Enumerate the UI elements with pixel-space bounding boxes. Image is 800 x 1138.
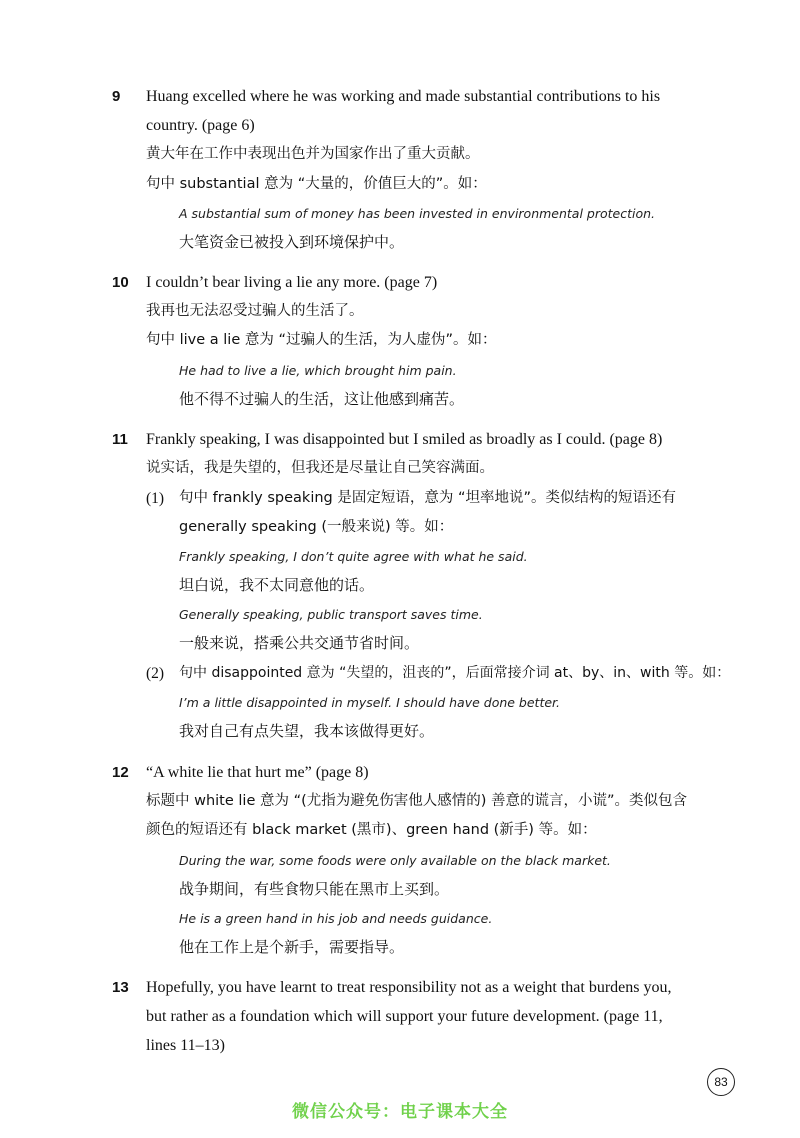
subpoint-label: (1) xyxy=(146,490,165,507)
sentence-line: but rather as a foundation which will support your future development. (page 11, xyxy=(146,1008,663,1025)
page-number-badge: 83 xyxy=(707,1068,735,1096)
example-en: He is a green hand in his job and needs guidance. xyxy=(179,911,493,926)
sentence-line: country. (page 6) xyxy=(146,117,255,134)
example-en: During the war, some foods were only available on the black market. xyxy=(179,853,611,868)
subpoint-label: (2) xyxy=(146,665,165,682)
note-line: 标题中 white lie 意为 “(尤指为避免伤害他人感情的) 善意的谎言，小谎”。类似包含 xyxy=(146,793,688,809)
example-en: I’m a little disappointed in myself. I should have done better. xyxy=(179,695,561,710)
example-cn: 我对自己有点失望，我本该做得更好。 xyxy=(179,722,435,740)
note-line: 颜色的短语还有 black market (黑市)、green hand (新手) 等。如： xyxy=(146,822,597,838)
example-cn: 一般来说，搭乘公共交通节省时间。 xyxy=(179,634,420,652)
item-number: 11 xyxy=(112,431,128,448)
translation: 黄大年在工作中表现出色并为国家作出了重大贡献。 xyxy=(146,146,480,162)
note: 句中 live a lie 意为 “过骗人的生活，为人虚伪”。如： xyxy=(146,332,497,348)
example-en: He had to live a lie, which brought him pain. xyxy=(179,363,457,378)
sentence-line: “A white lie that hurt me” (page 8) xyxy=(146,764,369,781)
subpoint-line: 句中 frankly speaking 是固定短语，意为 “坦率地说”。类似结构的短语还有 xyxy=(179,490,676,506)
example-cn: 坦白说，我不太同意他的话。 xyxy=(179,576,375,594)
subpoint-line: generally speaking (一般来说) 等。如： xyxy=(179,519,454,535)
example-cn: 他在工作上是个新手，需要指导。 xyxy=(179,938,405,956)
watermark-text: 微信公众号：电子课本大全 xyxy=(292,1102,508,1122)
sentence-line: I couldn’t bear living a lie any more. (page 7) xyxy=(146,274,438,291)
sentence-line: Huang excelled where he was working and made substantial contributions to his xyxy=(146,88,661,105)
example-cn: 战争期间，有些食物只能在黑市上买到。 xyxy=(179,880,450,898)
translation: 说实话，我是失望的，但我还是尽量让自己笑容满面。 xyxy=(146,460,494,476)
subpoint-line: 句中 disappointed 意为 “失望的，沮丧的”，后面常接介词 at、by、in、with 等。如： xyxy=(179,665,731,681)
sentence-line: lines 11–13) xyxy=(146,1037,225,1054)
translation: 我再也无法忍受过骗人的生活了。 xyxy=(146,303,364,319)
item-number: 13 xyxy=(112,979,129,996)
example-en: A substantial sum of money has been invested in environmental protection. xyxy=(179,206,656,221)
item-number: 9 xyxy=(112,88,121,105)
example-cn: 大笔资金已被投入到环境保护中。 xyxy=(179,233,405,251)
example-cn: 他不得不过骗人的生活，这让他感到痛苦。 xyxy=(179,390,465,408)
sentence-line: Frankly speaking, I was disappointed but I smiled as broadly as I could. (page 8) xyxy=(146,431,663,448)
item-number: 12 xyxy=(112,764,129,781)
item-number: 10 xyxy=(112,274,129,291)
note: 句中 substantial 意为 “大量的，价值巨大的”。如： xyxy=(146,176,487,192)
example-en: Frankly speaking, I don’t quite agree with what he said. xyxy=(179,549,528,564)
example-en: Generally speaking, public transport saves time. xyxy=(179,607,483,622)
sentence-line: Hopefully, you have learnt to treat responsibility not as a weight that burdens you, xyxy=(146,979,672,996)
